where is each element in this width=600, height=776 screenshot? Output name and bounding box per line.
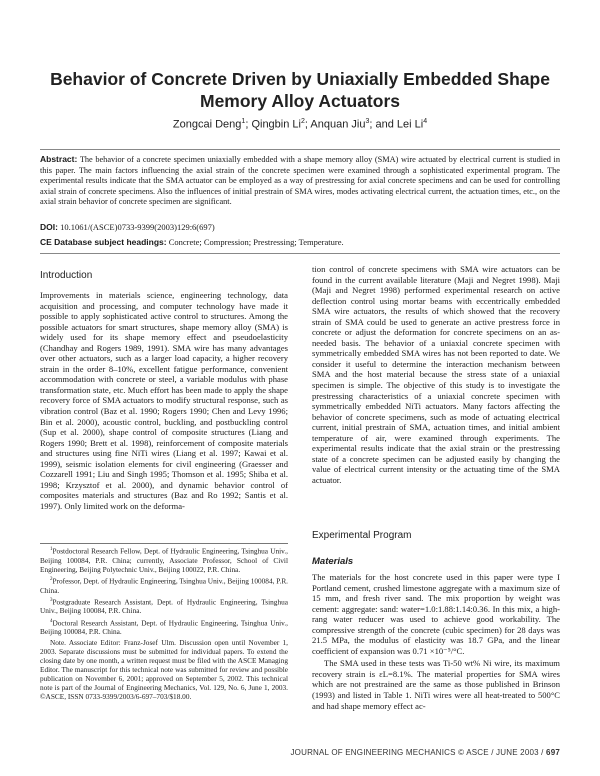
paragraph: Improvements in materials science, engineering technology, data acquisition and processing, and computer technology have made it possible to apply sophisticated active control to structures. Among the possible actuators for smart structures, shape memory alloy (SMA) is widely used for its shape memory effect and pseudoelasticity (Chandhay and Rogers 1989, 1991). SMA wire has many advantages over other actuators, such as a larger load capacity, a higher recovery strain in the order 8–10%, excellent fatigue performance, convenient accommodation with concrete or steel, a variable modulus with phase transformation state, etc. Much effort has been made to apply the shape recovery force of SMA actuators to modify structural response, such as vibration control (Baz et al. 1990; Rogers 1990; Chen and Levy 1996; Bin et al. 2000), acoustic control, buckling, and postbuckling control (Sup et al. 2000), shape control of composite structures (Liang and Rogers 1990; Brett et al. 1998), reinforcement of composite materials and structures using fine NiTi wires (Liang et al. 1997; Kawai et al. 1999), seismic isolation elements for civil engineering (Graesser and Cozzarell 1991; Liu and Singh 1995; Thomson et al. 1995; Shiba et al. 1998; Krzysztof et al. 2000), and dynamic behavior control of composites materials and structures (Baz and Ro 1992; Santis et al. 1997). Only limited work on the deforma- [40, 290, 288, 511]
paragraph: The SMA used in these tests was Ti-50 wt% Ni wire, its maximum recovery strain is εL=8.1%. The material properties for SMA wires which are not prestrained are the same as those published in Brinson (1993) and listed in Table 1. NiTi wires were all heat-treated to 500°C and had shape memory effect ac- [312, 658, 560, 711]
footnote-divider [40, 543, 288, 544]
author-mark: 4 [423, 118, 428, 125]
footnote-mark: 2 [50, 577, 53, 582]
footnote-mark: 4 [50, 618, 53, 624]
author-mark: 2 [300, 118, 305, 125]
doi-line [40, 222, 560, 232]
footnote [40, 545, 288, 574]
footnote-text: Doctoral Research Assistant, Dept. of Hydraulic Engineering, Tsinghua Univ., Beijing 100084, P.R. China. [40, 618, 288, 637]
subsection-heading-materials: Materials [312, 556, 354, 567]
footer-journal: JOURNAL OF ENGINEERING MECHANICS © ASCE / JUNE 2003 / [290, 748, 544, 757]
footnote-text: Postgraduate Research Assistant, Dept. of Hydraulic Engineering, Tsinghua Univ., Beijing 100084, P.R. China. [40, 597, 288, 616]
header-divider [40, 149, 560, 150]
footnote-mark: 1 [50, 547, 53, 552]
page-footer [290, 748, 560, 757]
paper-title: Behavior of Concrete Driven by Uniaxially Embedded Shape Memory Alloy Actuators [50, 69, 550, 111]
editor-note: Note. Associate Editor: Franz-Josef Ulm. Discussion open until November 1, 2003. Separate discussions must be submitted for individual papers. To extend the closing date by one month, a written request must be filed with the ASCE Managing Editor. The manuscript for this technical note was submitted for review and possible publication on November 6, 2001; approved on September 5, 2002. This technical note is part of the Journal of Engineering Mechanics, Vol. 129, No. 6, June 1, 2003. ©ASCE, ISSN 0733-9399/2003/6-697–703/$18.00. [40, 637, 288, 702]
footnotes [40, 545, 288, 703]
abstract [40, 154, 560, 208]
section-heading-introduction: Introduction [40, 270, 93, 281]
doi-value[interactable]: 10.1061/(ASCE)0733-9399(2003)129:6(697) [60, 222, 215, 232]
footnote-mark: 3 [50, 597, 53, 603]
footnote-text: Postdoctoral Research Fellow, Dept. of Hydraulic Engineering, Tsinghua Univ., Beijing 100084, P.R. China; currently, Associate Professor, School of Civil Engineering, Beijing Polytechnic Univ., Beijing 100022, P.R. China. [40, 546, 288, 574]
author-name: Lei Li [396, 118, 424, 131]
footnote-text: Professor, Dept. of Hydraulic Engineering, Tsinghua Univ., Beijing 100084, P.R. China. [40, 576, 289, 595]
footnote [40, 575, 288, 595]
footnote [40, 617, 288, 637]
paragraph: The materials for the host concrete used in this paper were type I Portland cement, crushed limestone aggregate with a maximum size of 15 mm, and fresh river sand. The mix proportion by weight was cement: aggregate: sand: water=1.0:1.88:1.14:0.36. In this mix, a high-rang water reducer was used to achieve good workability. The compressive strength of the concrete (cubic specimen) for 28 days was 21.5 MPa, the modulus of elasticity was 18.7 GPa, and the linear coefficient of expansion was 0.71 ×10⁻⁵/°C. [312, 572, 560, 656]
footnote [40, 596, 288, 616]
page-number: 697 [546, 748, 560, 757]
author-mark: 3 [365, 118, 370, 125]
author-name: Anquan Jiu [310, 118, 366, 131]
author-mark: 1 [241, 118, 246, 125]
author-name: Qingbin Li [251, 118, 301, 131]
subject-headings [40, 237, 560, 247]
subject-headings-value: Concrete; Compression; Prestressing; Temperature. [168, 237, 344, 247]
left-column [40, 290, 288, 511]
subject-headings-label: CE Database subject headings: [40, 237, 167, 247]
abstract-divider [40, 253, 560, 254]
author-list: Zongcai Deng$^1$; Qingbin Li$^2$; Anquan Jiu$^3$; and Lei Li$^4$ [172, 118, 428, 131]
doi-label: DOI: [40, 222, 58, 232]
abstract-text: The behavior of a concrete specimen uniaxially embedded with a shape memory alloy (SMA) wire actuated by electrical current is studied in this paper. The main factors influencing the axial strain of the concrete specimen were examined through a sophisticated experimental program. The experimental results indicate that the SMA actuator can be employed as a way of prestressing for axial concrete specimens and can be used for controlling axial strain of concrete specimens. Also the influences of initial prestrain of SMA wires, modes activating electrical current, the actuation times, etc., on the axial strain behavior of concrete specimen are significant. [40, 155, 560, 206]
paragraph: tion control of concrete specimens with SMA wire actuators can be found in the current available literature (Maji and Negret 1998). Maji (Maji and Negret 1998) performed experimental research on active deflection control using mortar beams with eccentrically embedded SMA wire actuators, the results of which showed that the recovery strain of SMA could be used to generate an active prestress force in concrete or adjust the deformation for concrete specimens on an as-needed basis. The behavior of a uniaxial concrete specimen with symmetrically embedded SMA wires has not been reported to date. We consider it useful to determine the interaction mechanism between SMA and the host material because the stress state of a uniaxial specimen is simple. The objective of this study is to investigate the prestressing characteristics of a uniaxial concrete specimen with symmetrically embedded NiTi actuators. Many factors affecting the behavior of concrete specimens, such as mode of actuating electrical current, initial prestrain of SMA, actuation times, and initial ambient temperature of air, were examined through experiments. The experimental results indicate that the axial strain or the prestressing state of a concrete specimen can be adjusted easily by changing the value of electrical current intensity or the actuating time of the SMA actuator. [312, 264, 560, 485]
section-heading-experimental-program: Experimental Program [312, 530, 412, 541]
right-column-top [312, 264, 560, 485]
right-column-materials [312, 572, 560, 711]
author-name: Zongcai Deng [172, 118, 242, 131]
abstract-label: Abstract: [40, 154, 78, 164]
